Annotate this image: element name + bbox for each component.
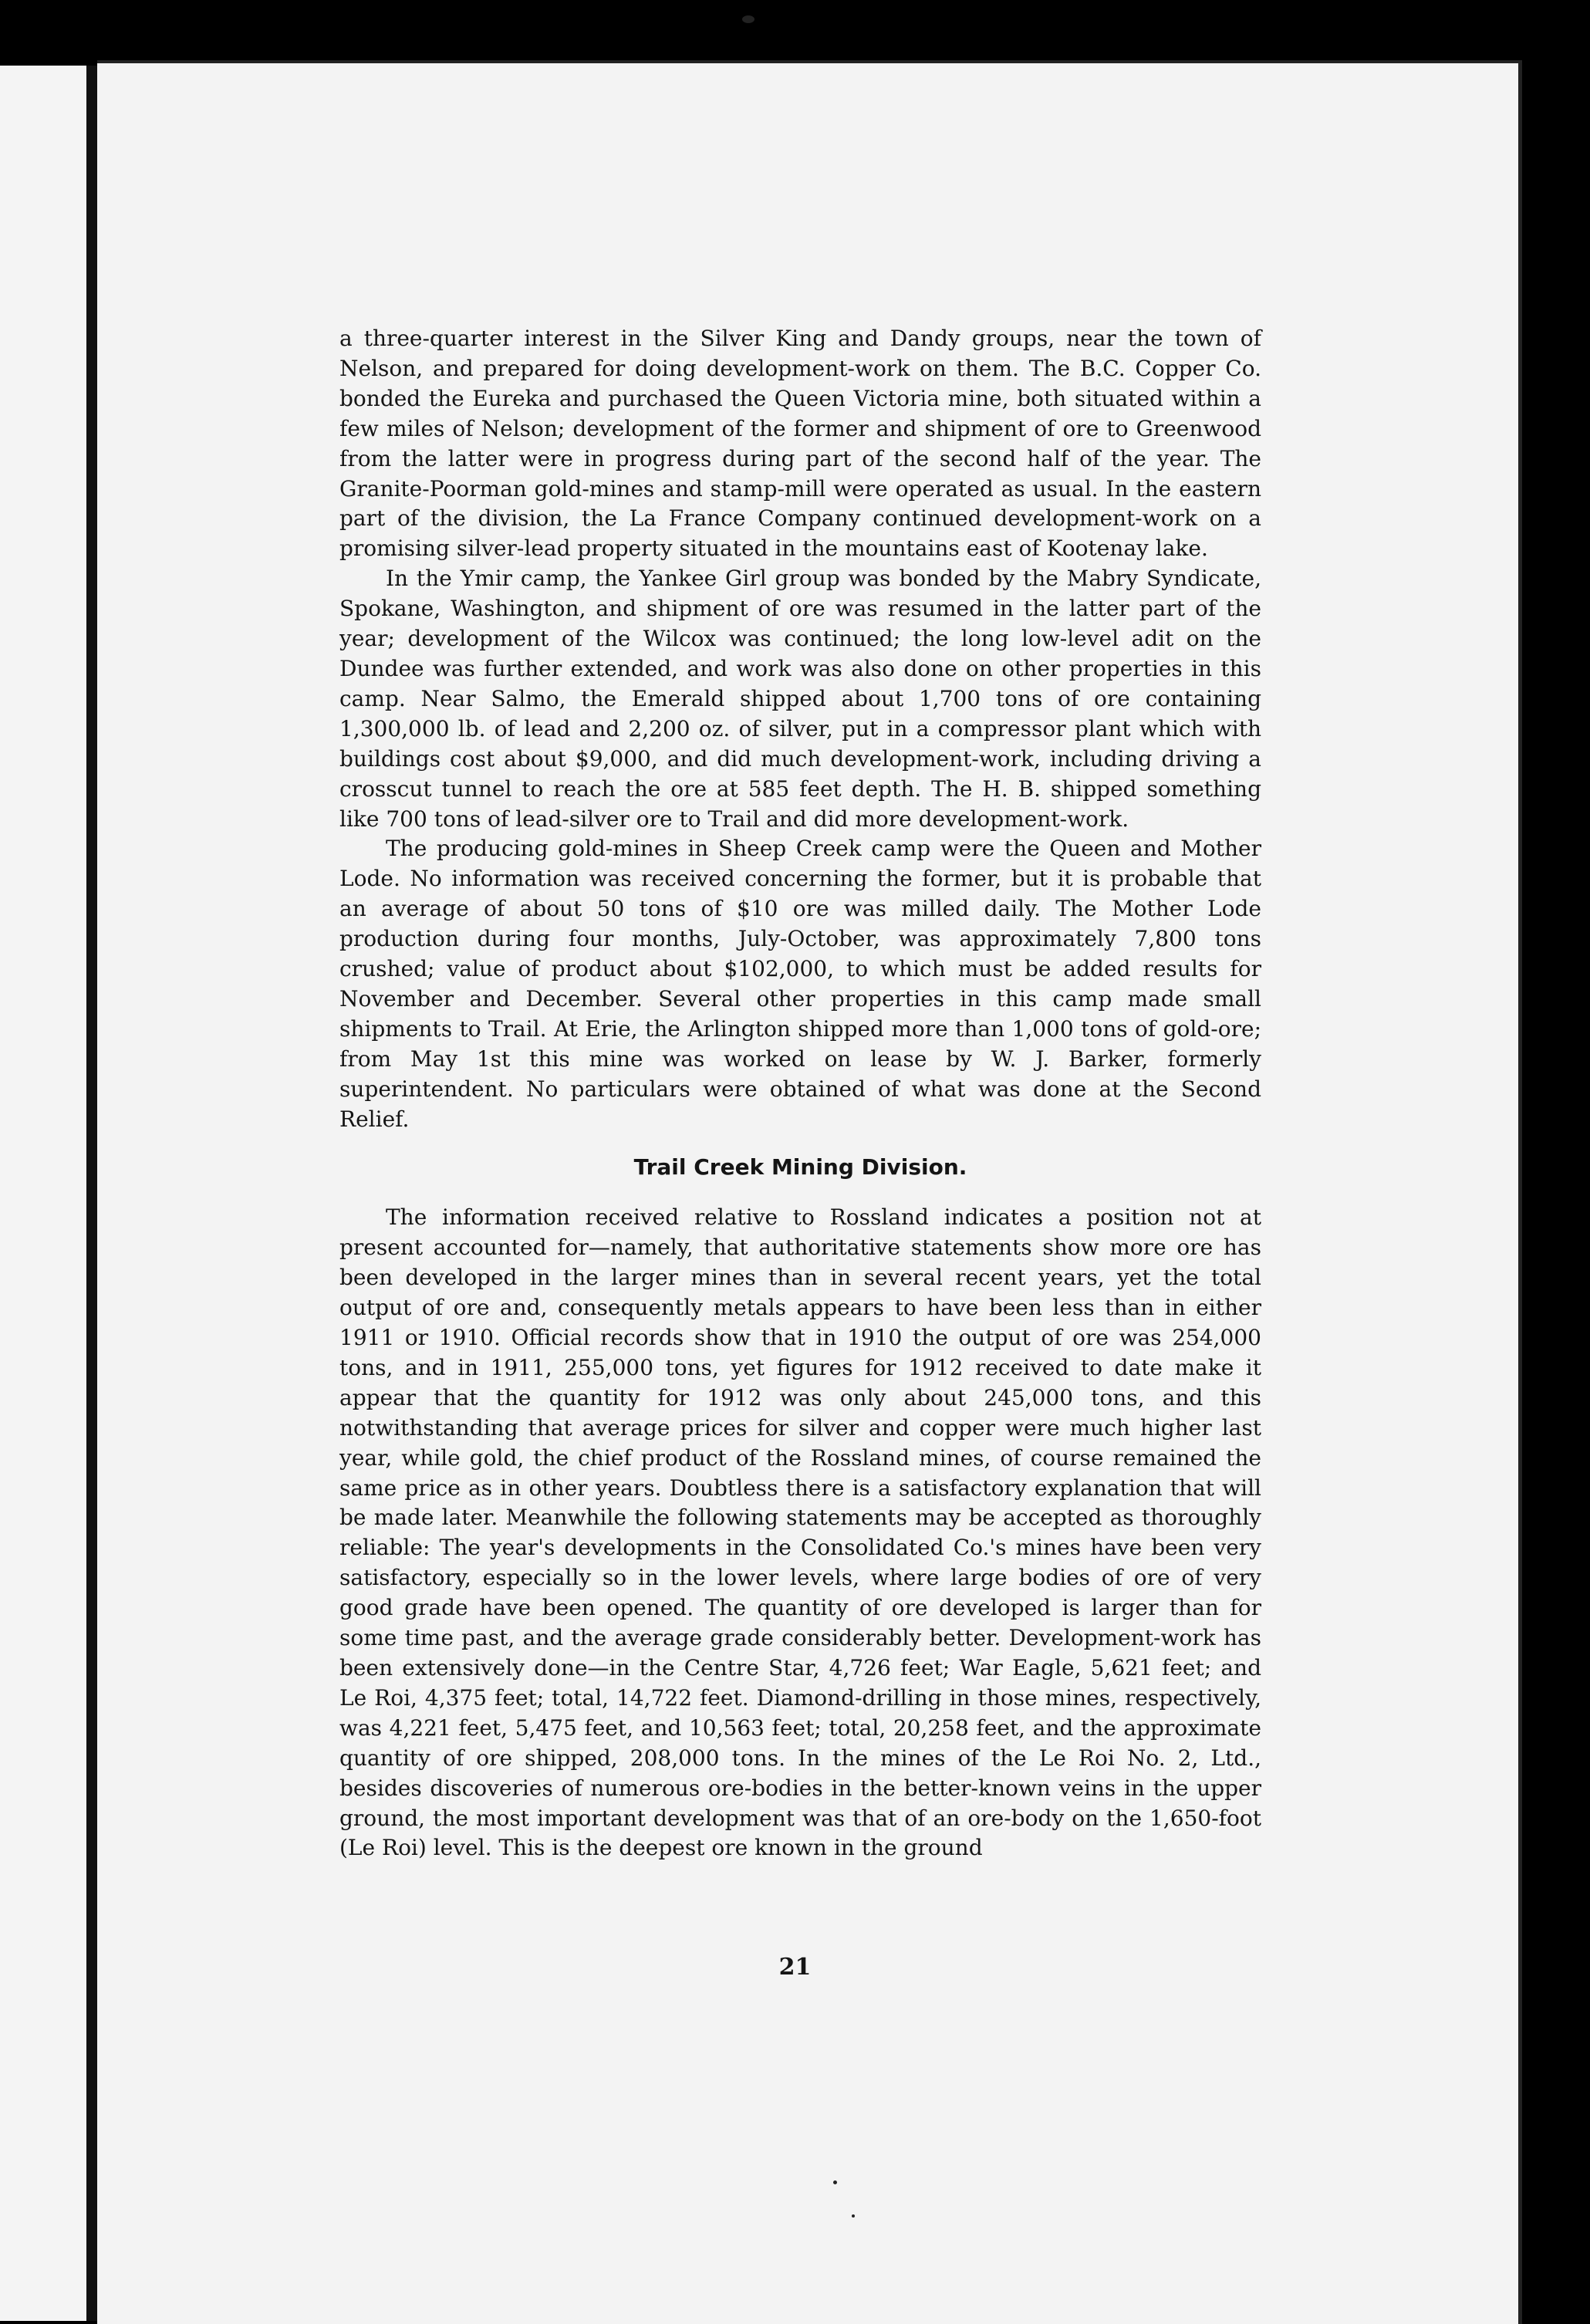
paragraph-sheep-creek: The producing gold-mines in Sheep Creek camp were the Queen and Mother Lode. No information was received concerning the former, but it is probable that an average of about 50 tons of $10 ore was milled daily. The Mother Lode production during four months, July-October, was approximately 7,800 tons crushed; value of product about $102,000, to which must be added results for November and December. Several other properties in this camp made small shipments to Trail. At Erie, the Arlington shipped more than 1,000 tons of gold-ore; from May 1st this mine was worked on lease by W. J. Barker, formerly superintendent. No particulars were obtained of what was done at the Second Relief.: [339, 836, 1261, 1132]
scan-speck: [742, 15, 754, 23]
page-text: [339, 324, 1261, 1863]
facing-page-edge: [0, 66, 86, 2321]
section-heading: Trail Creek Mining Division.: [633, 1154, 967, 1181]
paragraph-rossland: The information received relative to Rossland indicates a position not at present accounted for—namely, that authoritative statements show more ore has been developed in the larger mines than in several recent years, yet the total output of ore and, consequently metals appears to have been less than in either 1911 or 1910. Official records show that in 1910 the output of ore was 254,000 tons, and in 1911, 255,000 tons, yet figures for 1912 received to date make it appear that the quantity for 1912 was only about 245,000 tons, and this notwithstanding that average prices for silver and copper were much higher last year, while gold, the chief product of the Rossland mines, of course remained the same price as in other years. Doubtless there is a satisfactory explanation that will be made later. Meanwhile the following statements may be accepted as thoroughly reliable: The year's developments in the Consolidated Co.'s mines have been very satisfactory, especially so in the lower levels, where large bodies of ore of very good grade have been opened. The quantity of ore developed is larger than for some time past, and the average grade considerably better. Development-work has been extensively done—in the Centre Star, 4,726 feet; War Eagle, 5,621 feet; and Le Roi, 4,375 feet; total, 14,722 feet. Diamond-drilling in those mines, respectively, was 4,221 feet, 5,475 feet, and 10,563 feet; total, 20,258 feet, and the approximate quantity of ore shipped, 208,000 tons. In the mines of the Le Roi No. 2, Ltd., besides discoveries of numerous ore-bodies in the better-known veins in the upper ground, the most important development was that of an ore-body on the 1,650-foot (Le Roi) level. This is the deepest ore known in the ground: [339, 1204, 1261, 1861]
page-gutter: [86, 66, 97, 2321]
page-number: 21: [778, 1954, 812, 1981]
paragraph-nelson: a three-quarter interest in the Silver King and Dandy groups, near the town of Nelson, and prepared for doing development-work on them. The B.C. Copper Co. bonded the Eureka and purchased the Queen Victoria mine, both situated within a few miles of Nelson; development of the former and shipment of ore to Greenwood from the latter were in progress during part of the second half of the year. The Granite-Poorman gold-mines and stamp-mill were operated as usual. In the eastern part of the division, the La France Company continued development-work on a promising silver-lead property situated in the mountains east of Kootenay lake.: [339, 326, 1261, 562]
scan-speck: [852, 2214, 855, 2218]
scan-speck: [833, 2180, 837, 2184]
paragraph-ymir: In the Ymir camp, the Yankee Girl group was bonded by the Mabry Syndicate, Spokane, Washington, and shipment of ore was resumed in the latter part of the year; development of the Wilcox was continued; the long low-level adit on the Dundee was further extended, and work was also done on other properties in this camp. Near Salmo, the Emerald shipped about 1,700 tons of ore containing 1,300,000 lb. of lead and 2,200 oz. of silver, put in a compressor plant which with buildings cost about $9,000, and did much development-work, including driving a crosscut tunnel to reach the ore at 585 feet depth. The H. B. shipped something like 700 tons of lead-silver ore to Trail and did more development-work.: [339, 566, 1261, 832]
